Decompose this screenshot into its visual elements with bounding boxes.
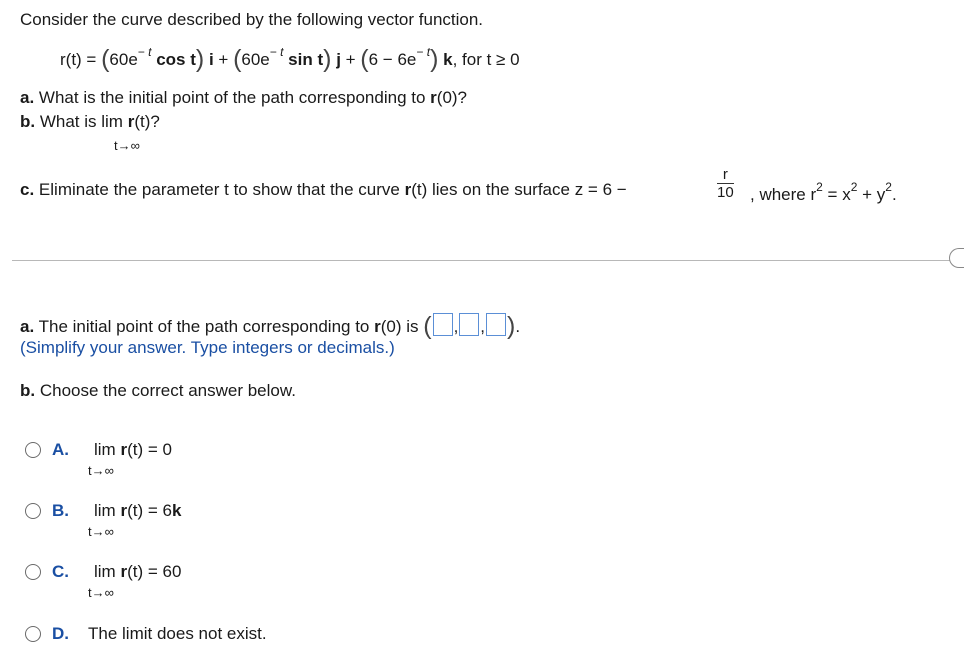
option-a-radio[interactable] <box>25 442 41 458</box>
option-b-letter: B. <box>52 501 69 520</box>
option-a-expression[interactable]: lim r(t) = 0 <box>94 440 172 459</box>
option-c-expression[interactable]: lim r(t) = 60 <box>94 562 182 581</box>
option-b-subscript: t→∞ <box>88 524 114 539</box>
answer-hint: (Simplify your answer. Type integers or decimals.) <box>20 338 395 357</box>
option-d-radio[interactable] <box>25 626 41 642</box>
option-a-subscript: t→∞ <box>88 463 114 478</box>
section-divider <box>12 260 952 261</box>
question-part-b: b. What is lim r(t)? <box>20 112 160 131</box>
surface-fraction: $\frac{r}{10}$ <box>717 166 734 201</box>
option-b-radio[interactable] <box>25 503 41 519</box>
answer-part-a: a. The initial point of the path corresponding to r(0) is ( , , ). <box>20 312 521 340</box>
side-panel-toggle-icon[interactable] <box>949 248 964 268</box>
answer-x-input[interactable] <box>433 313 453 336</box>
option-d-letter: D. <box>52 624 69 643</box>
surface-where-clause: , where $r^2 = x^2 + y^2$. <box>750 180 897 204</box>
question-intro: Consider the curve described by the following vector function. <box>20 10 484 29</box>
answer-z-input[interactable] <box>486 313 506 336</box>
option-d-text[interactable]: The limit does not exist. <box>88 624 267 643</box>
question-part-c: c. Eliminate the parameter t to show that the curve r(t) lies on the surface z = 6 − <box>20 180 627 199</box>
option-c-radio[interactable] <box>25 564 41 580</box>
vector-function: $r(t) = (60e^{- t}$ cos t) $i + (60e^{- t}$ sin t) $j + (6 - 6e^{- t})$ k, for t ≥ 0 <box>60 45 520 73</box>
answer-part-b: b. Choose the correct answer below. <box>20 381 296 400</box>
answer-y-input[interactable] <box>459 313 479 336</box>
option-b-expression[interactable]: lim r(t) = 6k <box>94 501 182 520</box>
option-c-letter: C. <box>52 562 69 581</box>
question-part-a: a. What is the initial point of the path corresponding to r(0)? <box>20 88 468 107</box>
limit-subscript: t→∞ <box>114 138 140 153</box>
option-a-letter: A. <box>52 440 69 459</box>
option-c-subscript: t→∞ <box>88 585 114 600</box>
